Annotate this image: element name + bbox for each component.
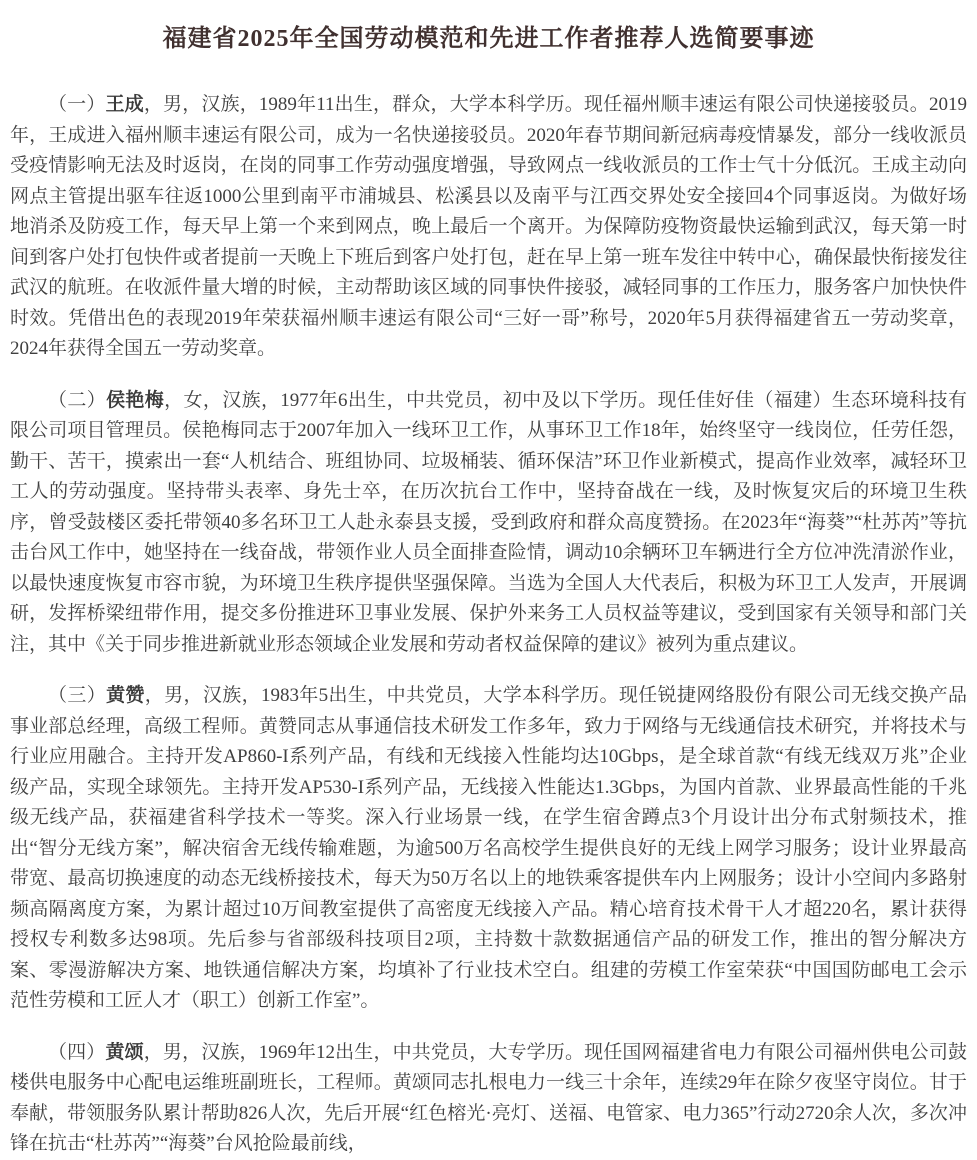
person-name-4: 黄颂 — [105, 1041, 144, 1063]
biography-paragraph-3 — [10, 681, 967, 1017]
person-name-1: 王成 — [105, 94, 144, 115]
biography-paragraph-4 — [10, 1038, 967, 1160]
paragraph-2-text: ，女，汉族，1977年6出生，中共党员，初中及以下学历。现任佳好佳（福建）生态环境科技有限公司项目管理员。侯艳梅同志于2007年加入一线环卫工作，从事环卫工作18年，始终坚守一线岗位，任劳任怨，勤干、苦干，摸索出一套“人机结合、班组协同、垃圾桶装、循环保洁”环卫作业新模式，提高作业效率，减轻环卫工人的劳动强度。坚持带头表率、身先士卒，在历次抗台工作中，坚持奋战在一线，及时恢复灾后的环境卫生秩序，曾受鼓楼区委托带领40多名环卫工人赴永泰县支援，受到政府和群众高度赞扬。在2023年“海葵”“杜苏芮”等抗击台风工作中，她坚持在一线奋战，带领作业人员全面排查险情，调动10余辆环卫车辆进行全方位冲洗清淤作业，以最快速度恢复市容市貌，为环境卫生秩序提供坚强保障。当选为全国人大代表后，积极为环卫工人发声，开展调研，发挥桥梁纽带作用，提交多份推进环卫事业发展、保护外来务工人员权益等建议，受到国家有关领导和部门关注，其中《关于同步推进新就业形态领域企业发展和劳动者权益保障的建议》被列为重点建议。 — [10, 389, 967, 655]
paragraph-3-index: （三） — [48, 685, 107, 706]
paragraph-4-text: ，男，汉族，1969年12出生，中共党员，大专学历。现任国网福建省电力有限公司福州供电公司鼓楼供电服务中心配电运维班副班长，工程师。黄颂同志扎根电力一线三十余年，连续29年在除夕夜坚守岗位。甘于奉献，带领服务队累计帮助826人次，先后开展“红色榕光·亮灯、送福、电管家、电力365”行动2720余人次，多次冲锋在抗击“杜苏芮”“海葵”台风抢险最前线， — [10, 1041, 967, 1154]
biography-paragraph-2 — [10, 386, 967, 661]
paragraph-4-index: （四） — [48, 1041, 106, 1063]
document-title: 福建省2025年全国劳动模范和先进工作者推荐人选简要事迹 — [162, 26, 815, 52]
paragraph-3-text: ，男，汉族，1983年5出生，中共党员，大学本科学历。现任锐捷网络股份有限公司无线交换产品事业部总经理，高级工程师。黄赞同志从事通信技术研发工作多年，致力于网络与无线通信技术研究，并将技术与行业应用融合。主持开发AP860-I系列产品，有线和无线接入性能均达10Gbps，是全球首款“有线无线双万兆”企业级产品，实现全球领先。主持开发AP530-I系列产品，无线接入性能达1.3Gbps，为国内首款、业界最高性能的千兆级无线产品，获福建省科学技术一等奖。深入行业场景一线，在学生宿舍蹲点3个月设计出分布式射频技术，推出“智分无线方案”，解决宿舍无线传输难题，为逾500万名高校学生提供良好的无线上网学习服务；设计业界最高带宽、最高切换速度的动态无线桥接技术，每天为50万名以上的地铁乘客提供车内上网服务；设计小空间内多路射频高隔离度方案，为累计超过10万间教室提供了高密度无线接入产品。精心培育技术骨干人才超220名，累计获得授权专利数多达98项。先后参与省部级科技项目2项，主持数十款数据通信产品的研发工作，推出的智分解决方案、零漫游解决方案、地铁通信解决方案，均填补了行业技术空白。组建的劳模工作室荣获“中国国防邮电工会示范性劳模和工匠人才（职工）创新工作室”。 — [10, 685, 967, 1011]
person-name-2: 侯艳梅 — [106, 389, 165, 411]
person-name-3: 黄赞 — [106, 685, 145, 706]
paragraph-2-index: （二） — [48, 389, 107, 411]
document-body — [10, 70, 967, 1160]
paragraph-1-text: ，男，汉族，1989年11出生，群众，大学本科学历。现任福州顺丰速运有限公司快递接驳员。2019年，王成进入福州顺丰速运有限公司，成为一名快递接驳员。2020年春节期间新冠病毒疫情暴发，部分一线收派员受疫情影响无法及时返岗，在岗的同事工作劳动强度增强，导致网点一线收派员的工作士气十分低沉。王成主动向网点主管提出驱车往返1000公里到南平市浦城县、松溪县以及南平与江西交界处安全接回4个同事返岗。为做好场地消杀及防疫工作，每天早上第一个来到网点，晚上最后一个离开。为保障防疫物资最快运输到武汉，每天第一时间到客户处打包快件或者提前一天晚上下班后到客户处打包，赶在早上第一班车发往中转中心，确保最快衔接发往武汉的航班。在收派件量大增的时候，主动帮助该区域的同事快件接驳，减轻同事的工作压力，服务客户加快快件时效。凭借出色的表现2019年荣获福州顺丰速运有限公司“三好一哥”称号，2020年5月获得福建省五一劳动奖章，2024年获得全国五一劳动奖章。 — [10, 94, 967, 359]
paragraph-1-index: （一） — [48, 94, 106, 115]
biography-paragraph-1 — [10, 90, 967, 365]
